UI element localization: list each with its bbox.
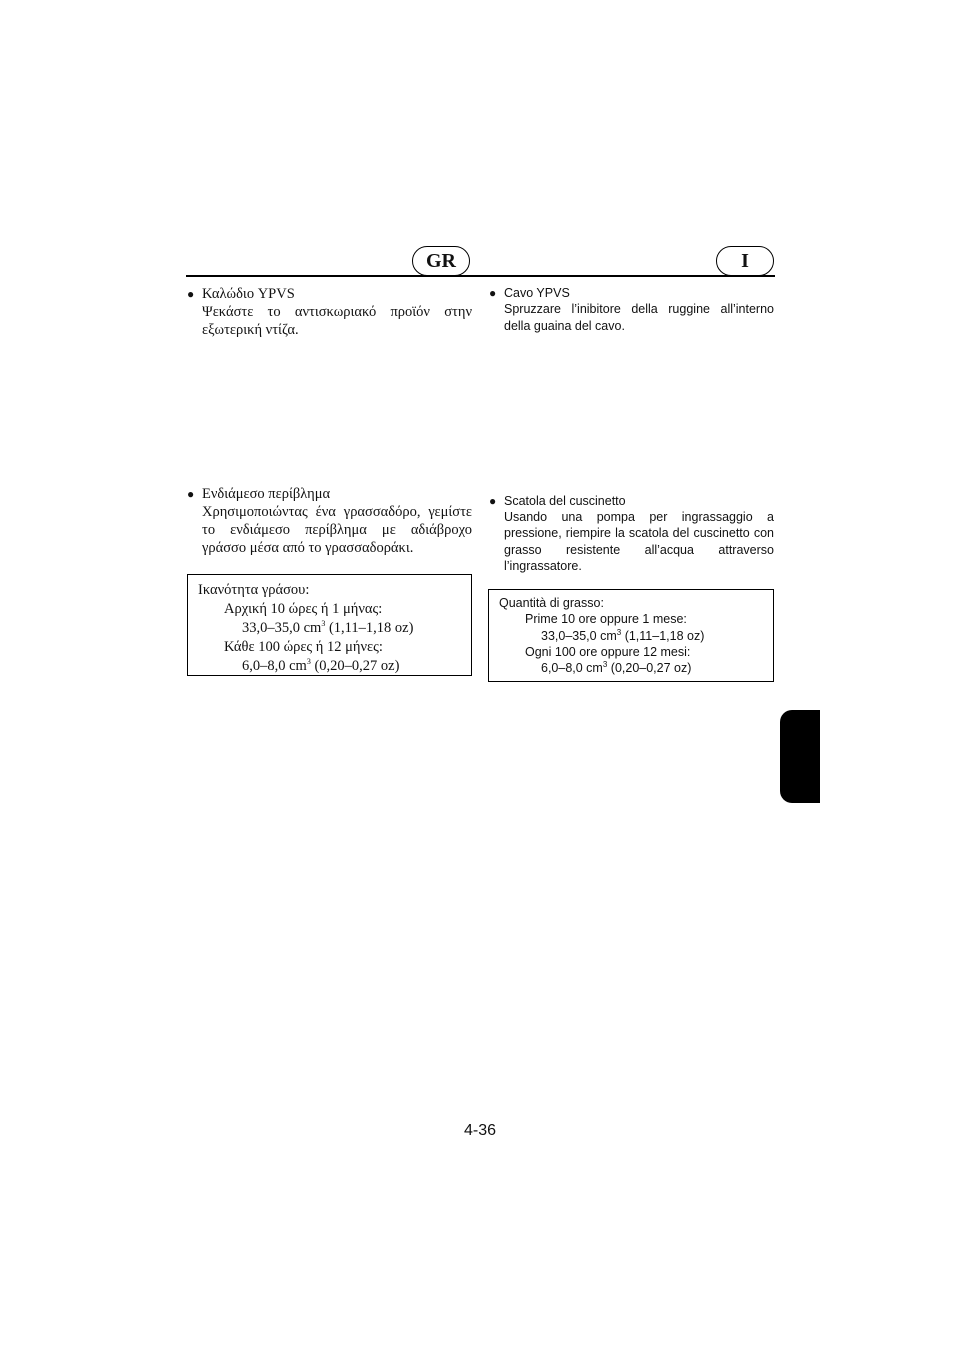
- spec-title: Quantità di grasso:: [499, 596, 604, 610]
- page-number: 4-36: [463, 1122, 497, 1139]
- item-body: Χρησιμοποιώντας ένα γρασσαδόρο, γεμίστε το ενδιάμεσο περίβλημα με αδιάβροχο γράσσο μέσα από το γρασσαδοράκι.: [202, 504, 472, 556]
- language-badge-it: I: [716, 246, 774, 276]
- spec-every-value-row: [198, 657, 461, 676]
- italian-column: [489, 285, 774, 574]
- greek-item-intermediate-housing: [187, 485, 472, 557]
- item-body: Ψεκάστε το αντισκωριακό προϊόν στην εξωτερική ντίζα.: [202, 304, 472, 338]
- spec-every-exp: 3: [306, 657, 311, 667]
- spec-first-value-row: [198, 619, 461, 638]
- greek-column: [187, 285, 472, 557]
- item-title: Scatola del cuscinetto: [504, 493, 626, 508]
- language-badge-gr: GR: [412, 246, 470, 276]
- spec-every-label: Κάθε 100 ώρες ή 12 μήνες:: [224, 639, 383, 655]
- spec-every-value: 6,0–8,0 cm: [541, 661, 603, 676]
- item-body: Usando una pompa per ingrassaggio a pressione, riempire la scatola del cuscinetto con grasso resistente all’acqua attraverso l’ingrassatore.: [504, 510, 774, 574]
- italian-item-bearing-housing: [489, 493, 774, 574]
- greek-item-ypvs-cable: [187, 285, 472, 339]
- item-title: Cavo YPVS: [504, 286, 570, 300]
- bullet-icon: ●: [187, 487, 195, 501]
- spec-title: Ικανότητα γράσου:: [198, 582, 310, 598]
- item-title: Καλώδιο YPVS: [202, 286, 295, 302]
- spec-every-value: 6,0–8,0 cm: [242, 658, 307, 674]
- spec-every-label: Ogni 100 ore oppure 12 mesi:: [525, 644, 691, 659]
- italian-grease-spec-box: [488, 589, 774, 682]
- italian-item-ypvs-cable: [489, 285, 774, 334]
- spec-first-value: 33,0–35,0 cm: [242, 620, 322, 636]
- bullet-icon: ●: [187, 287, 195, 301]
- item-title: Ενδιάμεσο περίβλημα: [202, 486, 331, 502]
- spec-first-exp: 3: [321, 619, 326, 629]
- bullet-icon: ●: [489, 493, 497, 508]
- spec-first-value: 33,0–35,0 cm: [541, 628, 617, 643]
- spec-every-exp: 3: [602, 660, 608, 670]
- spec-first-value-row: [499, 628, 763, 644]
- spec-first-label: Prime 10 ore oppure 1 mese:: [525, 612, 687, 627]
- item-body: Spruzzare l’inibitore della ruggine all’interno della guaina del cavo.: [504, 302, 774, 333]
- spec-first-label: Αρχική 10 ώρες ή 1 μήνας:: [224, 601, 383, 617]
- chapter-side-tab: [780, 710, 820, 803]
- greek-grease-spec-box: [187, 574, 472, 676]
- header-rule: [186, 275, 775, 277]
- spec-every-oz: (0,20–0,27 oz): [610, 661, 692, 676]
- spec-first-oz: (1,11–1,18 oz): [328, 620, 414, 636]
- spec-every-value-row: [499, 660, 763, 676]
- bullet-icon: ●: [489, 286, 497, 300]
- spec-first-exp: 3: [616, 627, 622, 637]
- spec-every-oz: (0,20–0,27 oz): [314, 658, 400, 674]
- spec-first-oz: (1,11–1,18 oz): [624, 628, 705, 643]
